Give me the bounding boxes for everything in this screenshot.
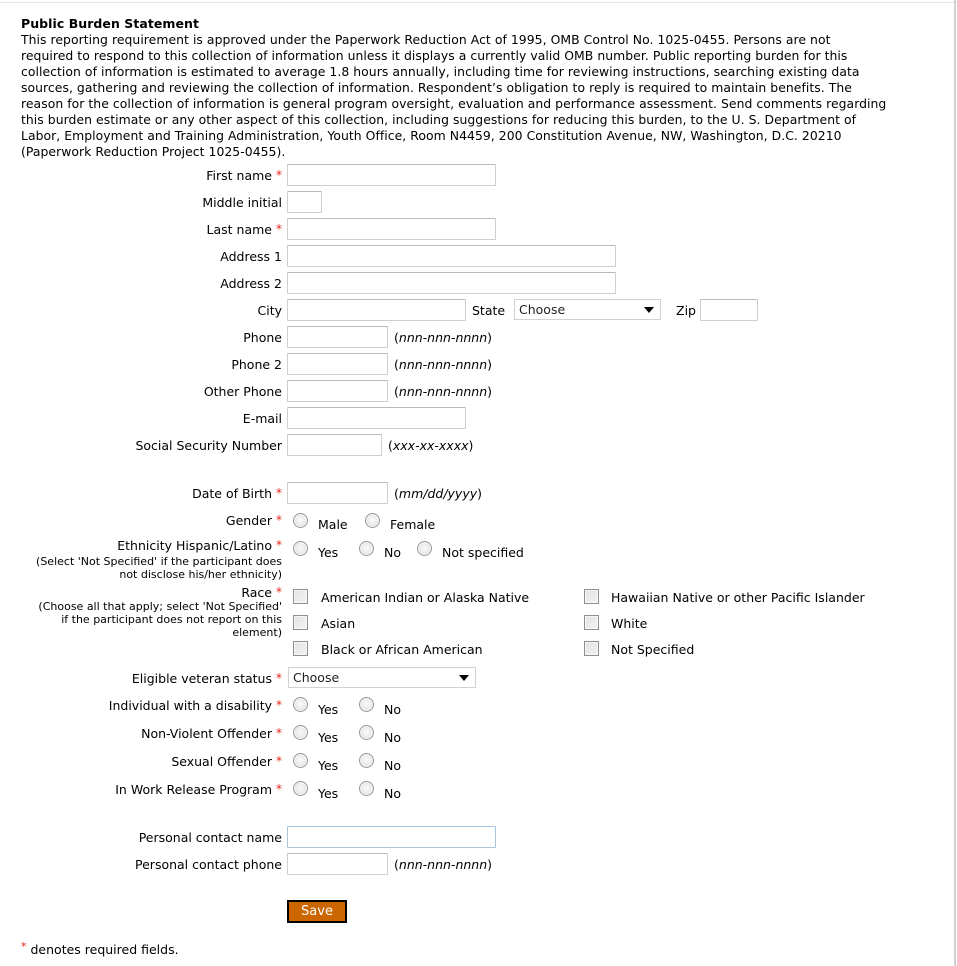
state-select[interactable]: [514, 299, 661, 320]
required-marker: *: [276, 168, 282, 182]
contact-name-input[interactable]: [287, 826, 496, 848]
disability-label: Individual with a disability *: [108, 698, 282, 713]
address1-label: Address 1: [220, 249, 282, 264]
race-asian-label[interactable]: Asian: [321, 616, 356, 631]
disability-no-radio[interactable]: [359, 697, 374, 712]
chevron-down-icon: [459, 675, 469, 681]
contact-phone-format-hint: (nnn-nnn-nnnn): [394, 857, 493, 872]
non-violent-yes-label[interactable]: Yes: [318, 730, 339, 745]
address2-input[interactable]: [287, 272, 616, 294]
ethnicity-no-radio[interactable]: [359, 541, 374, 556]
required-marker: *: [21, 940, 27, 953]
public-burden-statement: [21, 16, 936, 160]
gender-male-radio[interactable]: [293, 513, 308, 528]
burden-line: collection of information is estimated to average 1.8 hours annually, including time for reviewing instructions, searching existing data: [21, 64, 860, 79]
contact-phone-row: [0, 853, 957, 877]
race-not-specified-checkbox[interactable]: [584, 641, 599, 656]
zip-label: Zip: [676, 303, 696, 318]
required-marker: *: [276, 754, 282, 768]
ethnicity-row: [0, 536, 957, 580]
address1-row: [0, 245, 957, 269]
race-american-indian-checkbox[interactable]: [293, 589, 308, 604]
burden-line: required to respond to this collection of information unless it displays a currently valid OMB number. Public reporting burden for this: [21, 48, 848, 63]
non-violent-no-label[interactable]: No: [384, 730, 401, 745]
burden-line: This reporting requirement is approved under the Paperwork Reduction Act of 1995, OMB Control No. 1025-0455. Persons are not: [21, 32, 831, 47]
other-phone-input[interactable]: [287, 380, 388, 402]
state-selected-value: Choose: [519, 302, 566, 317]
disability-yes-radio[interactable]: [293, 697, 308, 712]
first-name-row: [0, 164, 957, 188]
ssn-format-hint: (xxx-xx-xxxx): [388, 438, 474, 453]
race-asian-checkbox[interactable]: [293, 615, 308, 630]
phone2-row: [0, 353, 957, 377]
sexual-offender-no-label[interactable]: No: [384, 758, 401, 773]
veteran-row: [0, 667, 957, 691]
other-phone-row: [0, 380, 957, 404]
dob-label: Date of Birth *: [192, 486, 282, 501]
first-name-input[interactable]: [287, 164, 496, 186]
sexual-offender-no-radio[interactable]: [359, 753, 374, 768]
veteran-selected-value: Choose: [293, 670, 340, 685]
non-violent-offender-label: Non-Violent Offender *: [141, 726, 282, 741]
other-phone-label: Other Phone: [203, 384, 282, 399]
contact-phone-input[interactable]: [287, 853, 388, 875]
work-release-yes-radio[interactable]: [293, 781, 308, 796]
phone-label: Phone: [243, 330, 282, 345]
race-american-indian-label[interactable]: American Indian or Alaska Native: [321, 590, 530, 605]
race-white-checkbox[interactable]: [584, 615, 599, 630]
contact-name-label: Personal contact name: [138, 830, 282, 845]
ethnicity-label: Ethnicity Hispanic/Latino *: [117, 538, 282, 553]
non-violent-offender-row: [0, 722, 957, 746]
dob-row: [0, 482, 957, 506]
state-label: State: [472, 303, 506, 318]
burden-line: reason for the collection of information is general program oversight, evaluation and performance assessment. Send comments regarding: [21, 96, 887, 111]
phone2-label: Phone 2: [231, 357, 282, 372]
race-note: (Choose all that apply; select 'Not Specified' if the participant does not report on this element): [38, 600, 282, 639]
phone-input[interactable]: [287, 326, 388, 348]
last-name-label: Last name *: [206, 222, 282, 237]
required-marker: *: [276, 222, 282, 236]
first-name-label: First name *: [206, 168, 282, 183]
required-marker: *: [276, 782, 282, 796]
sexual-offender-yes-radio[interactable]: [293, 753, 308, 768]
burden-line: sources, gathering and reviewing the collection of information. Respondent’s obligation to reply is required to maintain benefits. The: [21, 80, 852, 95]
ethnicity-not-specified-label[interactable]: Not specified: [442, 545, 524, 560]
race-not-specified-label[interactable]: Not Specified: [611, 642, 695, 657]
ssn-row: [0, 434, 957, 458]
required-marker: *: [276, 671, 282, 685]
race-row: [0, 584, 957, 664]
gender-row: [0, 509, 957, 533]
chevron-down-icon: [644, 307, 654, 313]
address1-input[interactable]: [287, 245, 616, 267]
city-input[interactable]: [287, 299, 466, 321]
contact-phone-label: Personal contact phone: [135, 857, 282, 872]
ethnicity-yes-label[interactable]: Yes: [318, 545, 339, 560]
required-marker: *: [276, 538, 282, 552]
burden-line: Labor, Employment and Training Administration, Youth Office, Room N4459, 200 Constitution Avenue, NW, Washington, D.C. 20210: [21, 128, 842, 143]
ssn-input[interactable]: [287, 434, 382, 456]
address2-row: [0, 272, 957, 296]
email-label: E-mail: [242, 411, 282, 426]
ethnicity-no-label[interactable]: No: [384, 545, 401, 560]
phone2-format-hint: (nnn-nnn-nnnn): [394, 357, 493, 372]
required-marker: *: [276, 698, 282, 712]
city-state-zip-row: [0, 299, 957, 323]
ssn-label: Social Security Number: [135, 438, 282, 453]
gender-female-radio[interactable]: [365, 513, 380, 528]
work-release-yes-label[interactable]: Yes: [318, 786, 339, 801]
middle-initial-row: [0, 191, 957, 215]
save-button[interactable]: Save: [287, 900, 347, 923]
non-violent-yes-radio[interactable]: [293, 725, 308, 740]
burden-line: (Paperwork Reduction Project 1025-0455).: [21, 144, 286, 159]
disability-row: [0, 694, 957, 718]
veteran-status-select[interactable]: [288, 667, 476, 688]
gender-label: Gender *: [225, 513, 282, 528]
work-release-no-label[interactable]: No: [384, 786, 401, 801]
phone-row: [0, 326, 957, 350]
gender-male-label[interactable]: Male: [318, 517, 348, 532]
phone-format-hint: (nnn-nnn-nnnn): [394, 330, 493, 345]
non-violent-no-radio[interactable]: [359, 725, 374, 740]
middle-initial-input[interactable]: [287, 191, 322, 213]
middle-initial-label: Middle initial: [202, 195, 282, 210]
race-hawaiian-label[interactable]: Hawaiian Native or other Pacific Islander: [611, 590, 865, 605]
veteran-label: Eligible veteran status *: [131, 671, 282, 686]
burden-title: Public Burden Statement: [21, 16, 199, 31]
race-hawaiian-checkbox[interactable]: [584, 589, 599, 604]
work-release-no-radio[interactable]: [359, 781, 374, 796]
dob-input[interactable]: [287, 482, 388, 504]
race-white-label[interactable]: White: [611, 616, 648, 631]
required-marker: *: [276, 585, 282, 599]
race-label: Race *: [241, 585, 282, 600]
burden-line: this burden estimate or any other aspect of this collection, including suggestions for reducing this burden, to the U. S. Department of: [21, 112, 857, 127]
contact-name-row: [0, 826, 957, 850]
gender-female-label[interactable]: Female: [390, 517, 436, 532]
required-marker: *: [276, 486, 282, 500]
zip-input[interactable]: [700, 299, 758, 321]
required-fields-footnote: * denotes required fields.: [21, 940, 179, 957]
ethnicity-note: (Select 'Not Specified' if the participant does not disclose his/her ethnicity): [36, 555, 282, 581]
sexual-offender-yes-label[interactable]: Yes: [318, 758, 339, 773]
ethnicity-yes-radio[interactable]: [293, 541, 308, 556]
disability-no-label[interactable]: No: [384, 702, 401, 717]
address2-label: Address 2: [220, 276, 282, 291]
work-release-row: [0, 778, 957, 802]
other-phone-format-hint: (nnn-nnn-nnnn): [394, 384, 493, 399]
work-release-label: In Work Release Program *: [115, 782, 282, 797]
last-name-row: [0, 218, 957, 242]
email-row: [0, 407, 957, 431]
city-label: City: [257, 303, 282, 318]
email-input[interactable]: [287, 407, 466, 429]
last-name-input[interactable]: [287, 218, 496, 240]
required-marker: *: [276, 726, 282, 740]
dob-format-hint: (mm/dd/yyyy): [394, 486, 483, 501]
ethnicity-not-specified-radio[interactable]: [417, 541, 432, 556]
race-black-checkbox[interactable]: [293, 641, 308, 656]
sexual-offender-row: [0, 750, 957, 774]
disability-yes-label[interactable]: Yes: [318, 702, 339, 717]
race-black-label[interactable]: Black or African American: [321, 642, 483, 657]
required-marker: *: [276, 513, 282, 527]
sexual-offender-label: Sexual Offender *: [171, 754, 282, 769]
frame-top-border: [0, 2, 957, 3]
phone2-input[interactable]: [287, 353, 388, 375]
